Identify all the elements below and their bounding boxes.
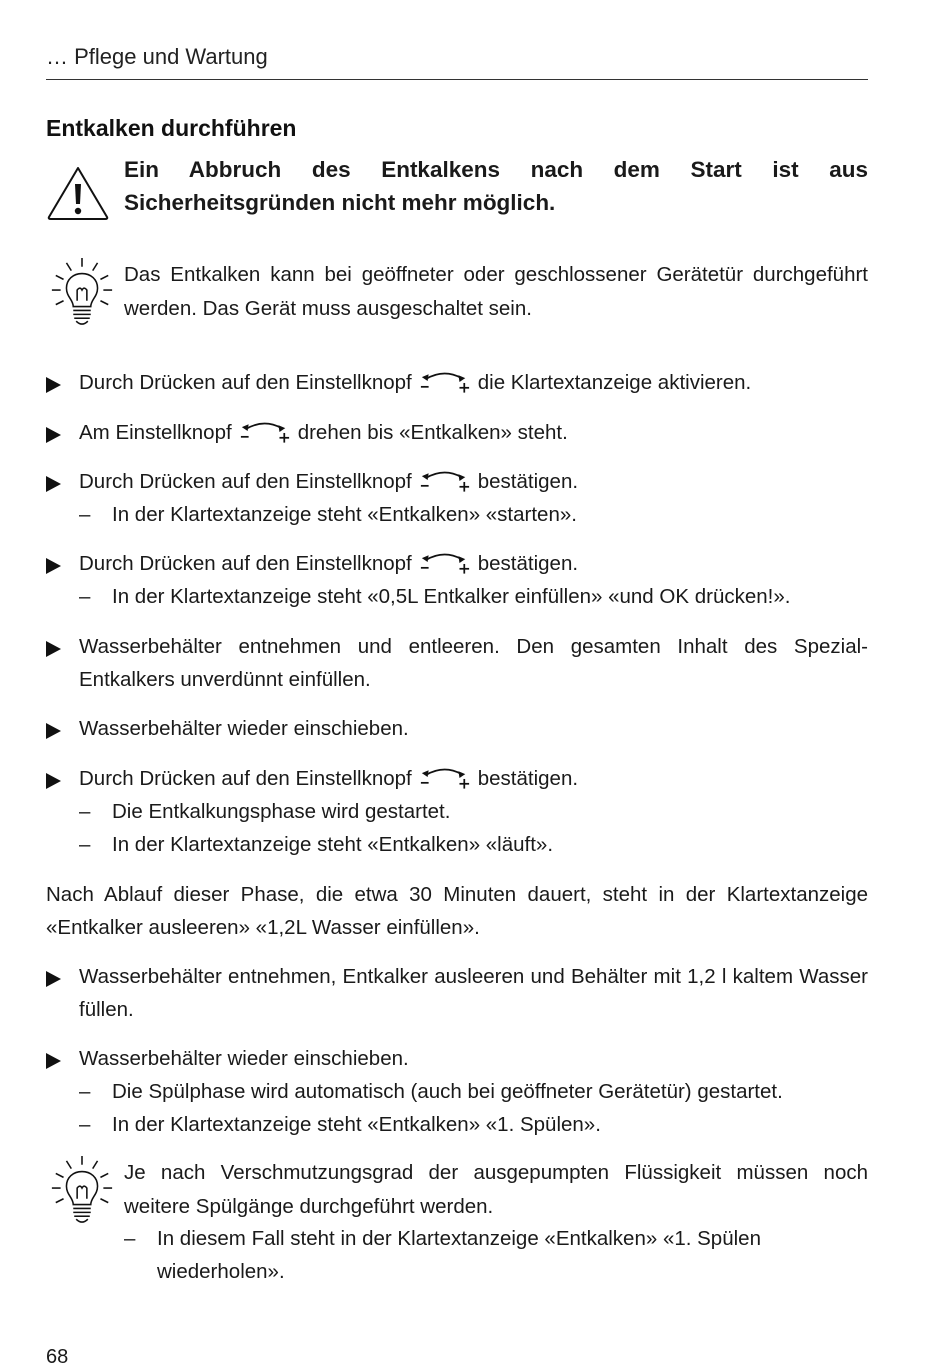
step-text-after: bestätigen. <box>477 470 579 493</box>
bullet-arrow-icon <box>46 1053 61 1069</box>
instruction-step <box>46 960 868 1026</box>
step-text-before: Durch Drücken auf den Einstellknopf <box>79 470 412 493</box>
page-header: … Pflege und Wartung <box>46 44 868 80</box>
step-text: Wasserbehälter wieder einschieben. <box>79 1047 409 1070</box>
instruction-step <box>46 630 868 696</box>
section-title: Entkalken durchführen <box>46 115 297 141</box>
tip-notice <box>46 1156 868 1226</box>
instruction-step <box>46 712 868 745</box>
tip-notice <box>46 258 868 330</box>
adjustment-knob-icon <box>418 469 472 493</box>
lightbulb-icon <box>48 1153 116 1227</box>
step-result-text: Die Spülphase wird automatisch (auch bei geöffneter Gerätetür) gestartet. <box>112 1080 783 1103</box>
instruction-step <box>46 1042 868 1075</box>
manual-page <box>46 0 868 1366</box>
step-result: – Die Spülphase wird automatisch (auch bei geöffneter Gerätetür) gestartet. <box>79 1075 868 1108</box>
bullet-arrow-icon <box>46 558 61 574</box>
step-result-text: In der Klartextanzeige steht «Entkalken» «1. Spülen». <box>112 1113 601 1136</box>
step-result: – In der Klartextanzeige steht «Entkalken» «starten». <box>79 498 868 531</box>
step-text-before: Durch Drücken auf den Einstellknopf <box>79 371 412 394</box>
instruction-step <box>46 762 868 795</box>
adjustment-knob-icon <box>238 420 292 444</box>
step-text-after: bestätigen. <box>477 552 579 575</box>
step-result: – In der Klartextanzeige steht «Entkalken» «1. Spülen». <box>79 1108 868 1141</box>
step-text-before: Durch Drücken auf den Einstellknopf <box>79 767 412 790</box>
bullet-arrow-icon <box>46 377 61 393</box>
tip-text: Das Entkalken kann bei geöffneter oder geschlossener Gerätetür durchgeführt werden. Das Gerät muss ausgeschaltet sein. <box>124 263 868 320</box>
step-text-before: Am Einstellknopf <box>79 421 232 444</box>
instruction-step <box>46 547 868 580</box>
tip-text: Je nach Verschmutzungsgrad der ausgepumpten Flüssigkeit müssen noch weitere Spülgänge durchgeführt werden. <box>124 1161 868 1218</box>
bullet-arrow-icon <box>46 476 61 492</box>
tip-result-text: In diesem Fall steht in der Klartextanzeige «Entkalken» «1. Spülen wiederholen». <box>157 1227 761 1283</box>
step-result: – In der Klartextanzeige steht «0,5L Entkalker einfüllen» «und OK drücken!». <box>79 580 868 613</box>
step-result-text: In der Klartextanzeige steht «Entkalken» «starten». <box>112 503 577 526</box>
bullet-arrow-icon <box>46 971 61 987</box>
step-text-after: drehen bis «Entkalken» steht. <box>297 421 568 444</box>
bullet-arrow-icon <box>46 773 61 789</box>
instruction-step <box>46 416 868 449</box>
warning-text: Ein Abbruch des Entkalkens nach dem Start ist aus Sicherheitsgründen nicht mehr möglich. <box>124 157 868 215</box>
step-result-text: In der Klartextanzeige steht «Entkalken» «läuft». <box>112 833 554 856</box>
bullet-arrow-icon <box>46 641 61 657</box>
bullet-arrow-icon <box>46 723 61 739</box>
instruction-step <box>46 366 868 399</box>
warning-notice <box>46 153 868 223</box>
page-number: 68 <box>46 1346 69 1368</box>
step-text-after: bestätigen. <box>477 767 579 790</box>
info-paragraph: Nach Ablauf dieser Phase, die etwa 30 Minuten dauert, steht in der Klartextanzeige «Entkalker ausleeren» «1,2L Wasser einfüllen». <box>46 883 868 939</box>
step-result: – Die Entkalkungsphase wird gestartet. <box>79 795 868 828</box>
instruction-step <box>46 465 868 498</box>
adjustment-knob-icon <box>418 370 472 394</box>
bullet-arrow-icon <box>46 427 61 443</box>
adjustment-knob-icon <box>418 766 472 790</box>
adjustment-knob-icon <box>418 551 472 575</box>
step-text: Wasserbehälter entnehmen und entleeren. Den gesamten Inhalt des Spezial-Entkalkers unverdünnt einfüllen. <box>79 635 868 691</box>
step-result: – In der Klartextanzeige steht «Entkalken» «läuft». <box>79 828 868 861</box>
tip-result: – In diesem Fall steht in der Klartextanzeige «Entkalken» «1. Spülen wiederholen». <box>124 1222 868 1288</box>
step-text: Wasserbehälter wieder einschieben. <box>79 717 409 740</box>
step-result-text: In der Klartextanzeige steht «0,5L Entkalker einfüllen» «und OK drücken!». <box>112 585 791 608</box>
lightbulb-icon <box>48 255 116 329</box>
warning-triangle-icon <box>46 165 110 221</box>
step-text-after: die Klartextanzeige aktivieren. <box>477 371 752 394</box>
step-text-before: Durch Drücken auf den Einstellknopf <box>79 552 412 575</box>
step-text: Wasserbehälter entnehmen, Entkalker ausleeren und Behälter mit 1,2 l kaltem Wasser füllen. <box>79 965 868 1021</box>
step-result-text: Die Entkalkungsphase wird gestartet. <box>112 800 451 823</box>
